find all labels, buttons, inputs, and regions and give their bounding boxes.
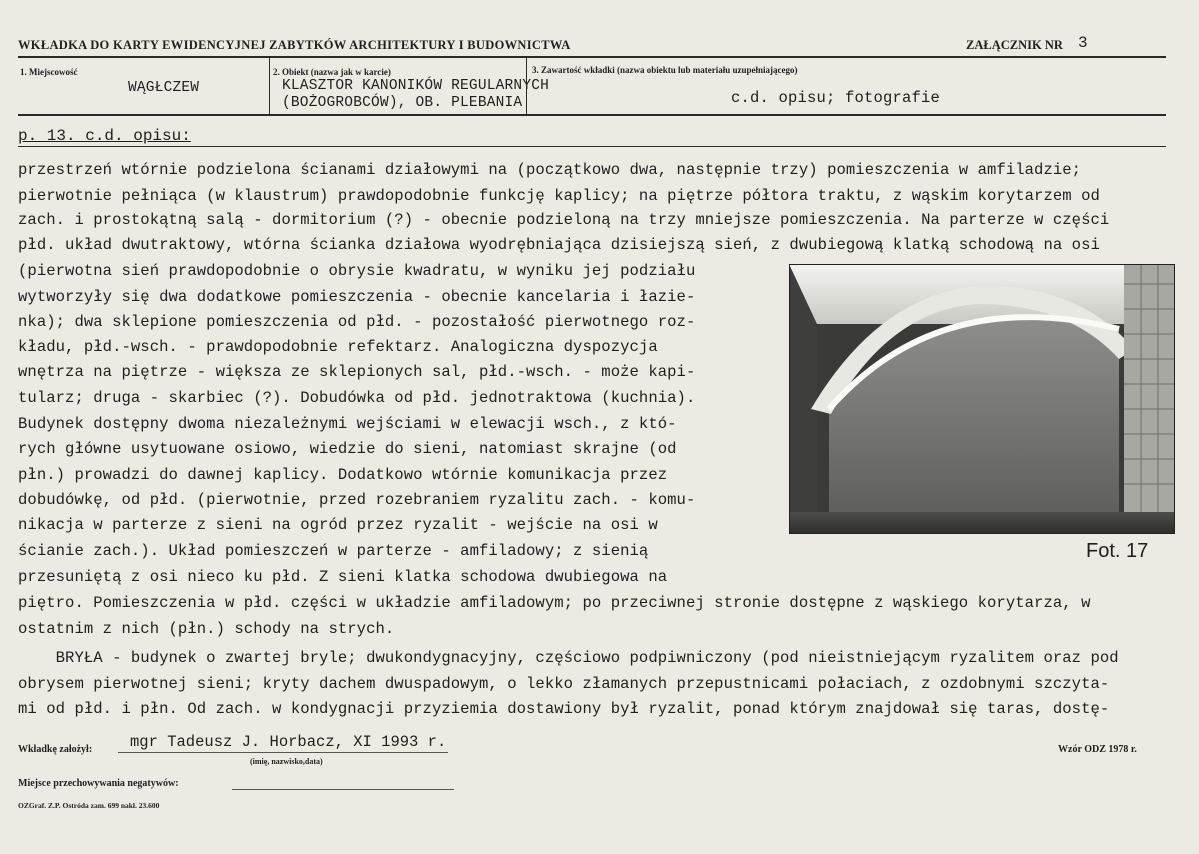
author-underline	[118, 752, 448, 753]
body-line: mi od płd. i płn. Od zach. w kondygnacji przyziemia dostawiony był ryzalit, ponad którym znajdował się taras, dostę-	[18, 700, 1110, 718]
object-value-line2: (BOŻOGROBCÓW), OB. PLEBANIA	[282, 95, 523, 111]
header-rule	[18, 56, 1166, 58]
form-title: WKŁADKA DO KARTY EWIDENCYJNEJ ZABYTKÓW ARCHITEKTURY I BUDOWNICTWA	[18, 38, 571, 52]
author-hint: (imię, nazwisko,data)	[250, 757, 323, 766]
author-label: Wkładkę założył:	[18, 744, 93, 755]
body-line: dobudówkę, od płd. (pierwotnie, przed rozebraniem ryzalitu zach. - komu-	[18, 491, 696, 509]
body-line: rych główne usytuowane osiowo, wiedzie do sieni, natomiast skrajne (od	[18, 440, 677, 458]
form-pattern: Wzór ODZ 1978 r.	[1058, 744, 1137, 755]
annex-label: ZAŁĄCZNIK NR	[966, 38, 1063, 52]
body-line: zach. i prostokątną salą - dormitorium (?) - obecnie podzieloną na trzy mniejsze pomieszczenia. Na parterze w części	[18, 211, 1110, 229]
field-divider-1	[269, 58, 270, 114]
body-line: obrysem pierwotnej sieni; kryty dachem dwuspadowym, o lekko złamanych przepustnicami połaciach, z ozdobnymi szczyta-	[18, 675, 1110, 693]
body-line: (pierwotna sień prawdopodobnie o obrysie kwadratu, w wyniku jej podziału	[18, 262, 696, 280]
body-line: ścianie zach.). Układ pomieszczeń w parterze - amfiladowy; z sienią	[18, 542, 649, 560]
body-line: nka); dwa sklepione pomieszczenia od płd. - pozostałość pierwotnego roz-	[18, 313, 696, 331]
body-line: kładu, płd.-wsch. - prawdopodobnie refektarz. Analogiczna dyspozycja	[18, 338, 658, 356]
object-value-line1: KLASZTOR KANONIKÓW REGULARNYCH	[282, 78, 550, 94]
body-line: wnętrza na piętrze - większa ze sklepionych sal, płd.-wsch. - może kapi-	[18, 363, 696, 381]
body-line: przesuniętą z osi nieco ku płd. Z sieni klatka schodowa dwubiegowa na	[18, 568, 668, 586]
body-line: nikacja w parterze z sieni na ogród przez ryzalit - wejście na osi w	[18, 516, 658, 534]
interior-photo	[789, 264, 1175, 534]
contents-label: 3. Zawartość wkładki (nazwa obiektu lub materiału uzupełniającego)	[532, 65, 798, 75]
body-line: piętro. Pomieszczenia w płd. części w układzie amfiladowym; po przeciwnej stronie dostępne z wąskiego korytarza, w	[18, 594, 1091, 612]
body-line: tularz; druga - skarbiec (?). Dobudówka od płd. jednotraktowa (kuchnia).	[18, 389, 696, 407]
locality-value: WĄGŁCZEW	[128, 80, 200, 96]
fields-rule	[18, 114, 1166, 116]
annex-number: 3	[1078, 34, 1088, 52]
body-line: płn.) prowadzi do dawnej kaplicy. Dodatkowo wtórnie komunikacja przez	[18, 466, 668, 484]
body-line: BRYŁA - budynek o zwartej bryle; dwukondygnacyjny, częściowo podpiwniczony (pod nieistniejącym ryzalitem oraz pod	[18, 649, 1119, 667]
print-info: OZGraf. Z.P. Ostróda zam. 699 nakł. 23.600	[18, 801, 160, 810]
body-line: pierwotnie pełniąca (w klaustrum) prawdopodobnie funkcję kaplicy; na piętrze półtora traktu, z wąskim korytarzem od	[18, 187, 1100, 205]
body-line: przestrzeń wtórnie podzielona ścianami działowymi na (początkowo dwa, następnie trzy) pomieszczenia w amfiladzie;	[18, 161, 1082, 179]
photo-caption: Fot. 17	[1086, 540, 1149, 562]
author-value: mgr Tadeusz J. Horbacz, XI 1993 r.	[130, 733, 447, 751]
locality-label: 1. Miejscowość	[20, 67, 78, 77]
section-rule	[18, 146, 1166, 147]
section-heading: p. 13. c.d. opisu:	[18, 127, 191, 145]
body-line: wytworzyły się dwa dodatkowe pomieszczenia - obecnie kancelaria i łazie-	[18, 288, 696, 306]
object-label: 2. Obiekt (nazwa jak w karcie)	[273, 67, 391, 77]
body-line: ostatnim z nich (płn.) schody na strych.	[18, 620, 395, 638]
negatives-label: Miejsce przechowywania negatywów:	[18, 778, 179, 789]
contents-value: c.d. opisu; fotografie	[731, 89, 941, 107]
body-line: płd. układ dwutraktowy, wtórna ścianka działowa wyodrębniająca dzisiejszą sień, z dwubiegową klatką schodową na osi	[18, 236, 1100, 254]
body-line: Budynek dostępny dwoma niezależnymi wejściami w elewacji wsch., z któ-	[18, 415, 677, 433]
negatives-underline	[232, 789, 454, 790]
